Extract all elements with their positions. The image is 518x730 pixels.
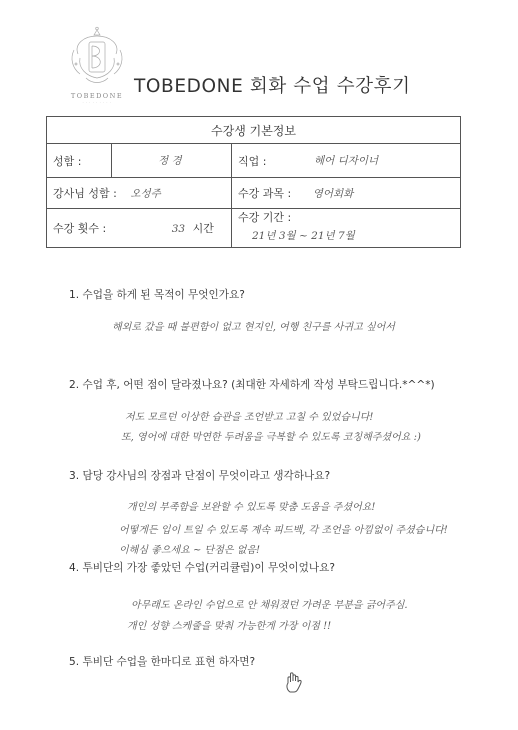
teacher-value: 오성주 [130,188,161,200]
period-label: 수강 기간 : [238,211,292,224]
course-value: 영어회화 [312,188,354,200]
job-label: 직업 : [232,144,297,178]
logo-wordmark: TOBEDONE [70,92,124,100]
answer-2-line-2: 또, 영어에 대한 막연한 두려움을 극복할 수 있도록 코칭해주셨어요 :) [121,432,421,443]
logo-tagline: · · · · · · · · · [82,101,112,105]
answer-3-line-2: 어떻게든 입이 트일 수 있도록 계속 피드백, 각 조언을 아낌없이 주셨습니다! [119,525,448,536]
answer-3-line-3: 이해심 좋으세요 ~ 단점은 없음! [119,545,261,556]
count-value: 33 [171,223,186,235]
page-title: TOBEDONE 회화 수업 수강후기 [134,76,411,97]
name-value: 정 경 [158,155,182,167]
question-5: 5. 투비단 수업을 한마디로 표현 하자면? [69,656,256,668]
count-label: 수강 횟수 : [53,222,107,235]
answer-3-line-1: 개인의 부족함을 보완할 수 있도록 맞춤 도움을 주셨어요! [127,502,376,513]
count-unit: 시간 [192,222,214,235]
course-label: 수강 과목 : [238,187,292,200]
answer-4-line-2: 개인 성향 스케줄을 맞춰 가능한게 가장 이점 !! [127,621,332,632]
answer-4-line-1: 아무래도 온라인 수업으로 안 채워졌던 가려운 부분을 긁어주심. [131,600,408,611]
answer-1-line-1: 해외로 갔을 때 불편함이 없고 현지인, 여행 친구를 사귀고 싶어서 [112,322,395,333]
name-label: 성함 : [47,144,112,178]
job-value: 헤어 디자이너 [314,155,379,167]
hand-icon [284,670,306,694]
answer-2-line-1: 저도 모르던 이상한 습관을 조언받고 고칠 수 있었습니다! [125,412,374,423]
tobedone-logo [64,24,130,110]
question-2: 2. 수업 후, 어떤 점이 달라졌나요? (최대한 자세하게 작성 부탁드립니다.*^^*) [69,379,435,391]
question-1: 1. 수업을 하게 된 목적이 무엇인가요? [69,289,245,301]
teacher-label: 강사님 성함 : [53,187,117,200]
info-table-header: 수강생 기본정보 [47,117,461,144]
period-value: 21년 3월 ~ 21년 7월 [252,230,355,242]
question-3: 3. 담당 강사님의 장점과 단점이 무엇이라고 생각하나요? [69,470,331,482]
logo-emblem-icon [64,24,130,90]
question-4: 4. 투비단의 가장 좋았던 수업(커리큘럼)이 무엇이었나요? [69,562,335,574]
student-info-table [46,116,461,248]
